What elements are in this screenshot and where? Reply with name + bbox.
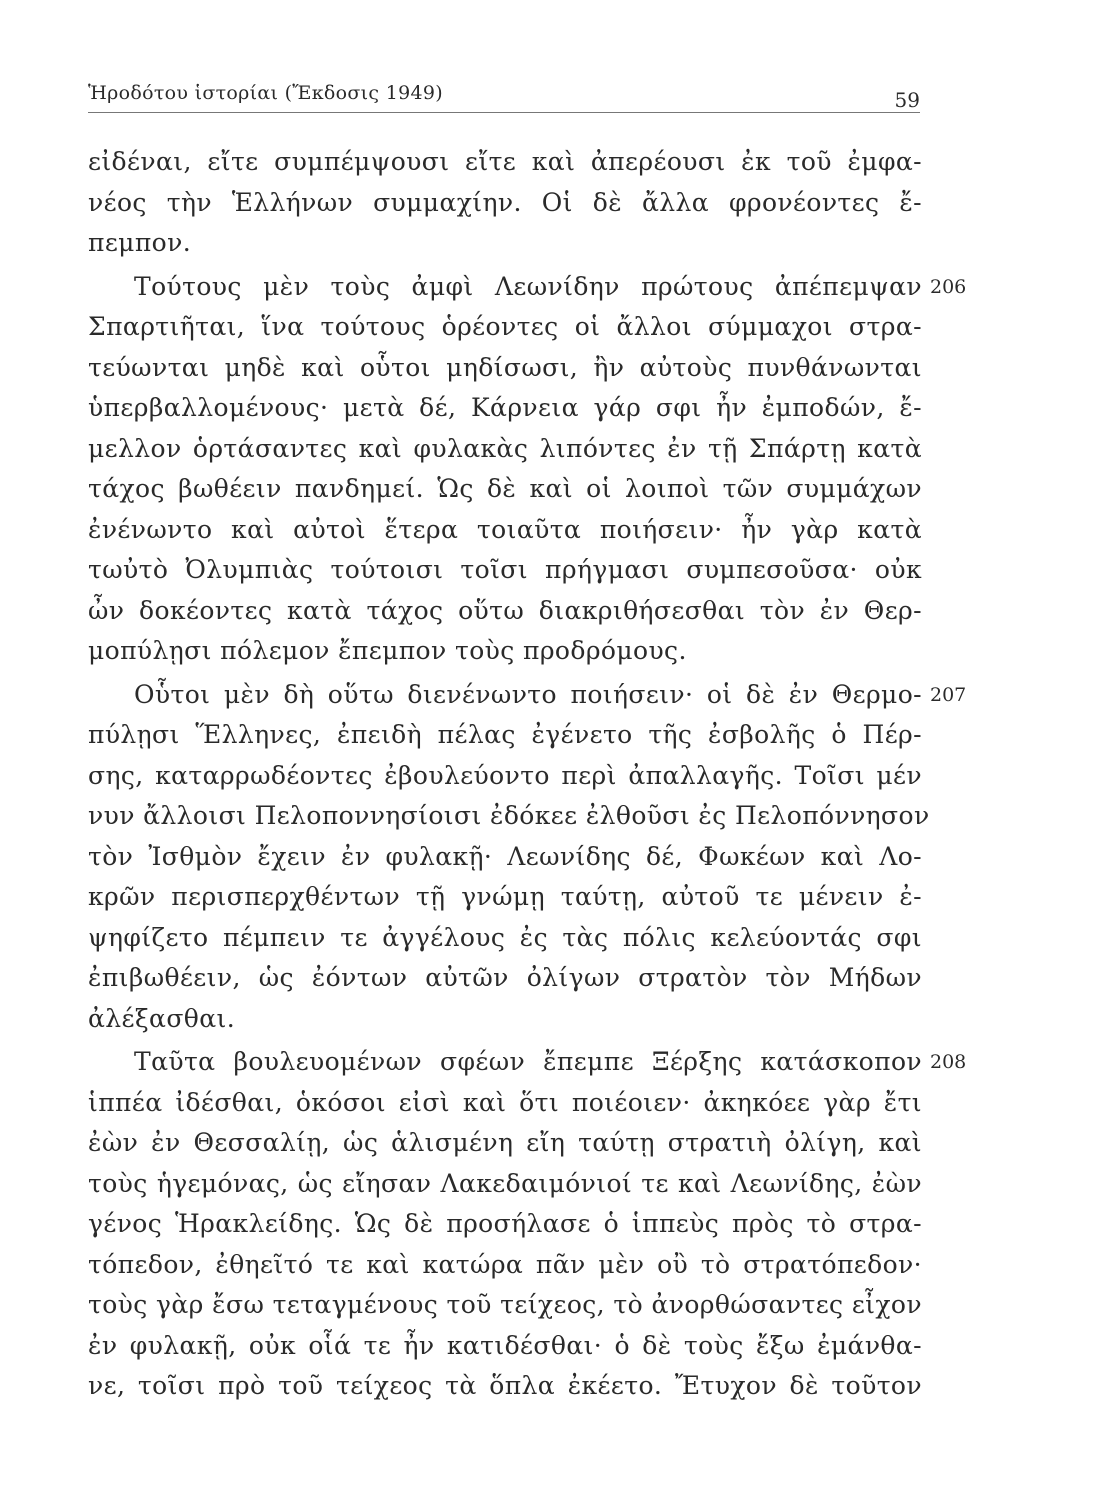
text-line-content: ἱππέα ἰδέσθαι, ὁκόσοι εἰσὶ καὶ ὅτι ποιέοιεν· ἀκηκόεε γὰρ ἔτι xyxy=(88,1087,922,1117)
text-line xyxy=(88,675,967,716)
text-line-content: τοὺς γὰρ ἔσω τεταγμένους τοῦ τείχεος, τὸ ἀνορθώσαντες εἶχον xyxy=(88,1290,922,1319)
text-line xyxy=(88,267,967,308)
text-line xyxy=(88,1366,922,1407)
chapter-number: 208 xyxy=(930,1051,967,1073)
text-line xyxy=(88,877,922,918)
text-line-content: τοὺς ἡγεμόνας, ὡς εἴησαν Λακεδαιμόνιοί τε καὶ Λεωνίδης, ἐὼν xyxy=(88,1168,922,1198)
text-line-content: τεύωνται μηδὲ καὶ οὗτοι μηδίσωσι, ἢν αὐτοὺς πυνθάνωνται xyxy=(88,352,922,382)
text-line xyxy=(88,631,922,672)
text-line xyxy=(88,1245,922,1286)
text-line-content: μελλον ὁρτάσαντες καὶ φυλακὰς λιπόντες ἐν τῇ Σπάρτῃ κατὰ xyxy=(88,433,922,463)
text-line-content: νέος τὴν Ἑλλήνων συμμαχίην. Οἱ δὲ ἄλλα φρονέοντες ἔ- xyxy=(88,187,922,217)
text-line-content: πεμπον. xyxy=(88,228,192,257)
text-line-content: ἐὼν ἐν Θεσσαλίῃ, ὡς ἁλισμένη εἴη ταύτῃ στρατιὴ ὀλίγη, καὶ xyxy=(88,1128,922,1157)
text-line-content: κρῶν περισπερχθέντων τῇ γνώμῃ ταύτῃ, αὐτοῦ τε μένειν ἐ- xyxy=(88,882,922,911)
text-line-content: ψηφίζετο πέμπειν τε ἀγγέλους ἐς τὰς πόλις κελεύοντάς σφι xyxy=(88,922,922,952)
text-line xyxy=(88,223,922,264)
running-header xyxy=(88,82,920,113)
text-line xyxy=(88,1123,922,1164)
text-line xyxy=(88,550,922,591)
text-line xyxy=(88,1042,967,1083)
text-line-content: νε, τοῖσι πρὸ τοῦ τείχεος τὰ ὅπλα ἐκέετο. Ἔτυχον δὲ τοῦτον xyxy=(88,1371,922,1400)
text-line-content: Οὗτοι μὲν δὴ οὕτω διενένωντο ποιήσειν· οἱ δὲ ἐν Θερμο- xyxy=(134,679,922,709)
text-line-content: σης, καταρρωδέοντες ἐβουλεύοντο περὶ ἀπαλλαγῆς. Τοῖσι μέν xyxy=(88,760,922,790)
text-line-content: ὑπερβαλλομένους· μετὰ δέ, Κάρνεια γάρ σφι ἦν ἐμποδών, ἔ- xyxy=(88,393,922,422)
text-line xyxy=(88,429,922,470)
text-line-content: ἐπιβωθέειν, ὡς ἐόντων αὐτῶν ὀλίγων στρατὸν τὸν Μήδων xyxy=(88,963,922,992)
text-line xyxy=(88,1083,922,1124)
text-line-content: ὦν δοκέοντες κατὰ τάχος οὕτω διακριθήσεσθαι τὸν ἐν Θερ- xyxy=(88,595,922,625)
text-line xyxy=(88,1164,922,1205)
text-line xyxy=(88,388,922,429)
text-line xyxy=(88,1204,922,1245)
text-line xyxy=(88,469,922,510)
text-line-content: εἰδέναι, εἴτε συμπέμψουσι εἴτε καὶ ἀπερέουσι ἐκ τοῦ ἐμφα- xyxy=(88,147,922,176)
text-line xyxy=(88,918,922,959)
text-line xyxy=(88,999,922,1040)
text-line xyxy=(88,307,922,348)
text-line-content: τὸν Ἰσθμὸν ἔχειν ἐν φυλακῇ· Λεωνίδης δέ, Φωκέων καὶ Λο- xyxy=(88,841,922,871)
text-line-content: ἀλέξασθαι. xyxy=(88,1003,236,1033)
text-line-content: γένος Ἡρακλείδης. Ὡς δὲ προσήλασε ὁ ἱππεὺς πρὸς τὸ στρα- xyxy=(88,1209,922,1238)
text-line xyxy=(88,510,922,551)
text-body xyxy=(88,142,967,1407)
text-line-content: νυν ἄλλοισι Πελοποννησίοισι ἐδόκεε ἐλθοῦσι ἐς Πελοπόννησον xyxy=(88,801,930,830)
text-line-content: τάχος βωθέειν πανδημεί. Ὡς δὲ καὶ οἱ λοιποὶ τῶν συμμάχων xyxy=(88,474,922,503)
text-line xyxy=(88,1285,922,1326)
text-line-content: Ταῦτα βουλευομένων σφέων ἔπεμπε Ξέρξης κατάσκοπον xyxy=(134,1047,922,1076)
page-number: 59 xyxy=(894,88,920,112)
text-line-content: πύλῃσι Ἕλληνες, ἐπειδὴ πέλας ἐγένετο τῆς ἐσβολῆς ὁ Πέρ- xyxy=(88,720,922,749)
text-line-content: ἐν φυλακῇ, οὐκ οἷά τε ἦν κατιδέσθαι· ὁ δὲ τοὺς ἔξω ἐμάνθα- xyxy=(88,1330,922,1360)
text-line xyxy=(88,756,922,797)
text-line xyxy=(88,1326,922,1367)
chapter-number: 207 xyxy=(930,683,967,706)
running-header-title: Ἡροδότου ἱστορίαι (Ἔκδοσις 1949) xyxy=(88,82,443,104)
text-line-content: τόπεδον, ἐθηεῖτό τε καὶ κατώρα πᾶν μὲν οὒ τὸ στρατόπεδον· xyxy=(88,1249,922,1279)
text-line-content: ἐνένωντο καὶ αὐτοὶ ἕτερα τοιαῦτα ποιήσειν· ἦν γὰρ κατὰ xyxy=(88,514,922,544)
text-line xyxy=(88,142,922,183)
text-line xyxy=(88,183,922,224)
text-line-content: μοπύλῃσι πόλεμον ἔπεμπον τοὺς προδρόμους. xyxy=(88,636,687,665)
text-line xyxy=(88,958,922,999)
text-line-content: Τούτους μὲν τοὺς ἀμφὶ Λεωνίδην πρώτους ἀπέπεμψαν xyxy=(134,271,922,301)
text-line xyxy=(88,837,922,878)
text-line xyxy=(88,796,930,837)
text-line xyxy=(88,715,922,756)
text-line xyxy=(88,591,922,632)
chapter-number: 206 xyxy=(930,275,967,298)
text-line-content: Σπαρτιῆται, ἵνα τούτους ὁρέοντες οἱ ἄλλοι σύμμαχοι στρα- xyxy=(88,312,922,341)
text-line xyxy=(88,348,922,389)
text-line-content: τωὐτὸ Ὀλυμπιὰς τούτοισι τοῖσι πρήγμασι συμπεσοῦσα· οὐκ xyxy=(88,555,922,584)
